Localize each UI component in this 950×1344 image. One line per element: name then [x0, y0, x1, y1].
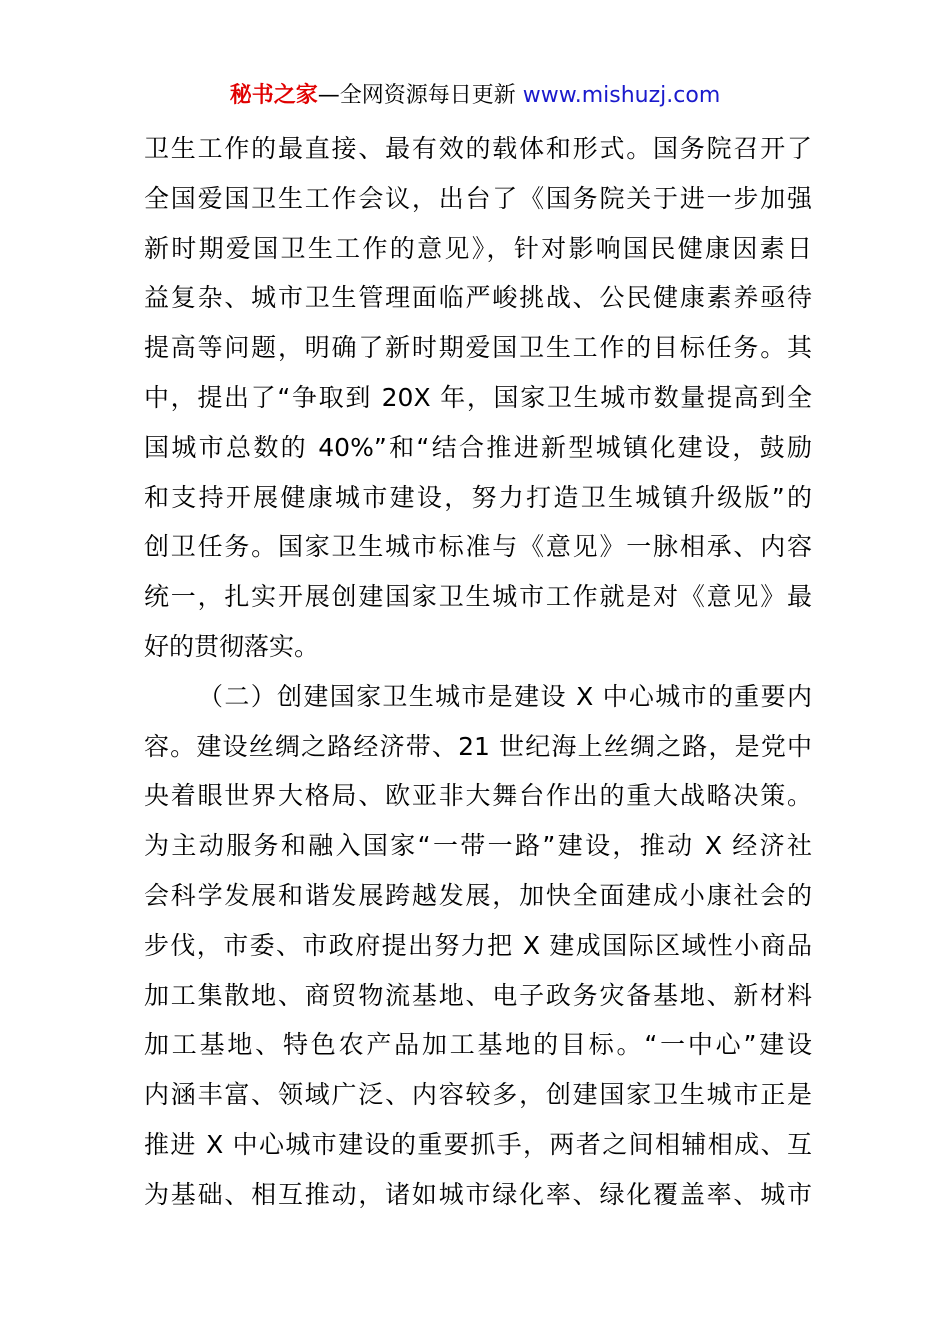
text-line: 国城市总数的 40%”和“结合推进新型城镇化建设，鼓励	[144, 432, 812, 462]
text-line: 容。建设丝绸之路经济带、21 世纪海上丝绸之路，是党中	[144, 731, 812, 761]
text-line: 卫生工作的最直接、最有效的载体和形式。国务院召开了	[144, 134, 812, 163]
text-line: 加工集散地、商贸物流基地、电子政务灾备基地、新材料	[144, 980, 812, 1010]
text-line: 创卫任务。国家卫生城市标准与《意见》一脉相承、内容	[144, 532, 812, 562]
text-line: 好的贯彻落实。	[144, 631, 320, 661]
text-line: 统一，扎实开展创建国家卫生城市工作就是对《意见》最	[144, 582, 812, 612]
text-line: 内涵丰富、领域广泛、内容较多，创建国家卫生城市正是	[144, 1080, 812, 1110]
text-line: 新时期爱国卫生工作的意见》，针对影响国民健康因素日	[144, 233, 812, 263]
text-line: 和支持开展健康城市建设，努力打造卫生城镇升级版”的	[144, 482, 812, 512]
header-brand: 秘书之家	[229, 83, 318, 108]
text-line: 为主动服务和融入国家“一带一路”建设，推动 X 经济社	[144, 831, 812, 861]
text-line: 为基础、相互推动，诸如城市绿化率、绿化覆盖率、城市	[144, 1179, 812, 1209]
text-line: 益复杂、城市卫生管理面临严峻挑战、公民健康素养亟待	[144, 283, 812, 313]
text-line: 中，提出了“争取到 20X 年，国家卫生城市数量提高到全	[144, 382, 812, 412]
text-line: 全国爱国卫生工作会议，出台了《国务院关于进一步加强	[144, 183, 812, 213]
text-line: 推进 X 中心城市建设的重要抓手，两者之间相辅相成、互	[144, 1129, 812, 1159]
header-tagline: —全网资源每日更新	[317, 83, 523, 108]
text-line: 加工基地、特色农产品加工基地的目标。“一中心”建设	[144, 1030, 812, 1060]
header-url-link[interactable]: www.mishuzj.com	[522, 83, 721, 108]
text-line: 提高等问题，明确了新时期爱国卫生工作的目标任务。其	[144, 333, 812, 363]
text-line: 会科学发展和谐发展跨越发展，加快全面建成小康社会的	[144, 880, 812, 910]
body-text	[144, 124, 812, 1220]
page-header	[0, 80, 950, 112]
text-line: 央着眼世界大格局、欧亚非大舞台作出的重大战略决策。	[144, 781, 812, 811]
section-heading-line: （二）创建国家卫生城市是建设 X 中心城市的重要内	[198, 681, 812, 711]
text-line: 步伐，市委、市政府提出努力把 X 建成国际区域性小商品	[144, 930, 812, 960]
